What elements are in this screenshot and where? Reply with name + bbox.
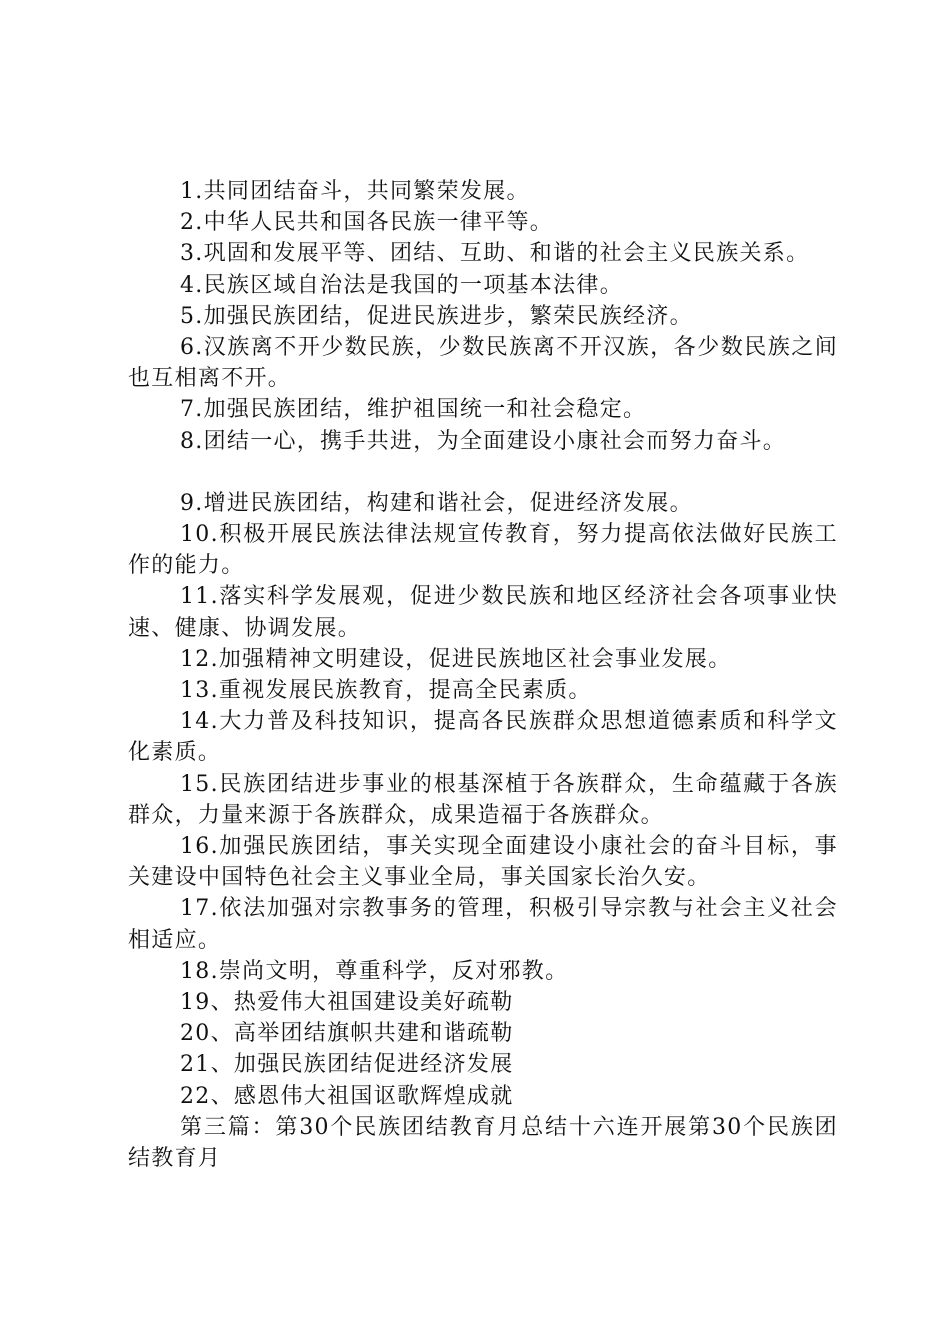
- paragraph-11: 11.落实科学发展观，促进少数民族和地区经济社会各项事业快速、健康、协调发展。: [128, 584, 838, 641]
- paragraph-2: 2.中华人民共和国各民族一律平等。: [180, 210, 554, 236]
- paragraph-10: 10.积极开展民族法律法规宣传教育，努力提高依法做好民族工作的能力。: [128, 522, 838, 579]
- paragraph-1: 1.共同团结奋斗，共同繁荣发展。: [180, 179, 530, 204]
- paragraph-22: 22、感恩伟大祖国讴歌辉煌成就: [180, 1083, 514, 1109]
- document-body: [128, 176, 838, 1174]
- paragraph-9: 9.增进民族团结，构建和谐社会，促进经济发展。: [180, 490, 693, 516]
- paragraph-16: 16.加强民族团结，事关实现全面建设小康社会的奋斗目标，事关建设中国特色社会主义事业全局，事关国家长治久安。: [128, 834, 838, 891]
- paragraph-4: 4.民族区域自治法是我国的一项基本法律。: [180, 272, 623, 298]
- paragraph-15: 15.民族团结进步事业的根基深植于各族群众，生命蕴藏于各族群众，力量来源于各族群众，成果造福于各族群众。: [128, 771, 838, 828]
- paragraph-7: 7.加强民族团结，维护祖国统一和社会稳定。: [180, 397, 647, 423]
- paragraph-13: 13.重视发展民族教育，提高全民素质。: [180, 678, 592, 704]
- paragraph-5: 5.加强民族团结，促进民族进步，繁荣民族经济。: [180, 303, 693, 329]
- paragraph-14: 14.大力普及科技知识，提高各民族群众思想道德素质和科学文化素质。: [128, 709, 838, 766]
- section-heading-part-three: 第三篇：第30个民族团结教育月总结十六连开展第30个民族团结教育月: [128, 1114, 838, 1172]
- paragraph-18: 18.崇尚文明，尊重科学，反对邪教。: [180, 958, 569, 984]
- paragraph-6: 6.汉族离不开少数民族，少数民族离不开汉族，各少数民族之间也互相离不开。: [128, 335, 838, 392]
- paragraph-12: 12.加强精神文明建设，促进民族地区社会事业发展。: [180, 646, 732, 672]
- paragraph-20: 20、高举团结旗帜共建和谐疏勒: [180, 1021, 514, 1047]
- paragraph-19: 19、热爱伟大祖国建设美好疏勒: [180, 990, 514, 1016]
- paragraph-21: 21、加强民族团结促进经济发展: [180, 1052, 514, 1078]
- paragraph-3: 3.巩固和发展平等、团结、互助、和谐的社会主义民族关系。: [180, 241, 810, 267]
- paragraph-17: 17.依法加强对宗教事务的管理，积极引导宗教与社会主义社会相适应。: [128, 896, 838, 953]
- paragraph-8: 8.团结一心，携手共进，为全面建设小康社会而努力奋斗。: [180, 428, 787, 454]
